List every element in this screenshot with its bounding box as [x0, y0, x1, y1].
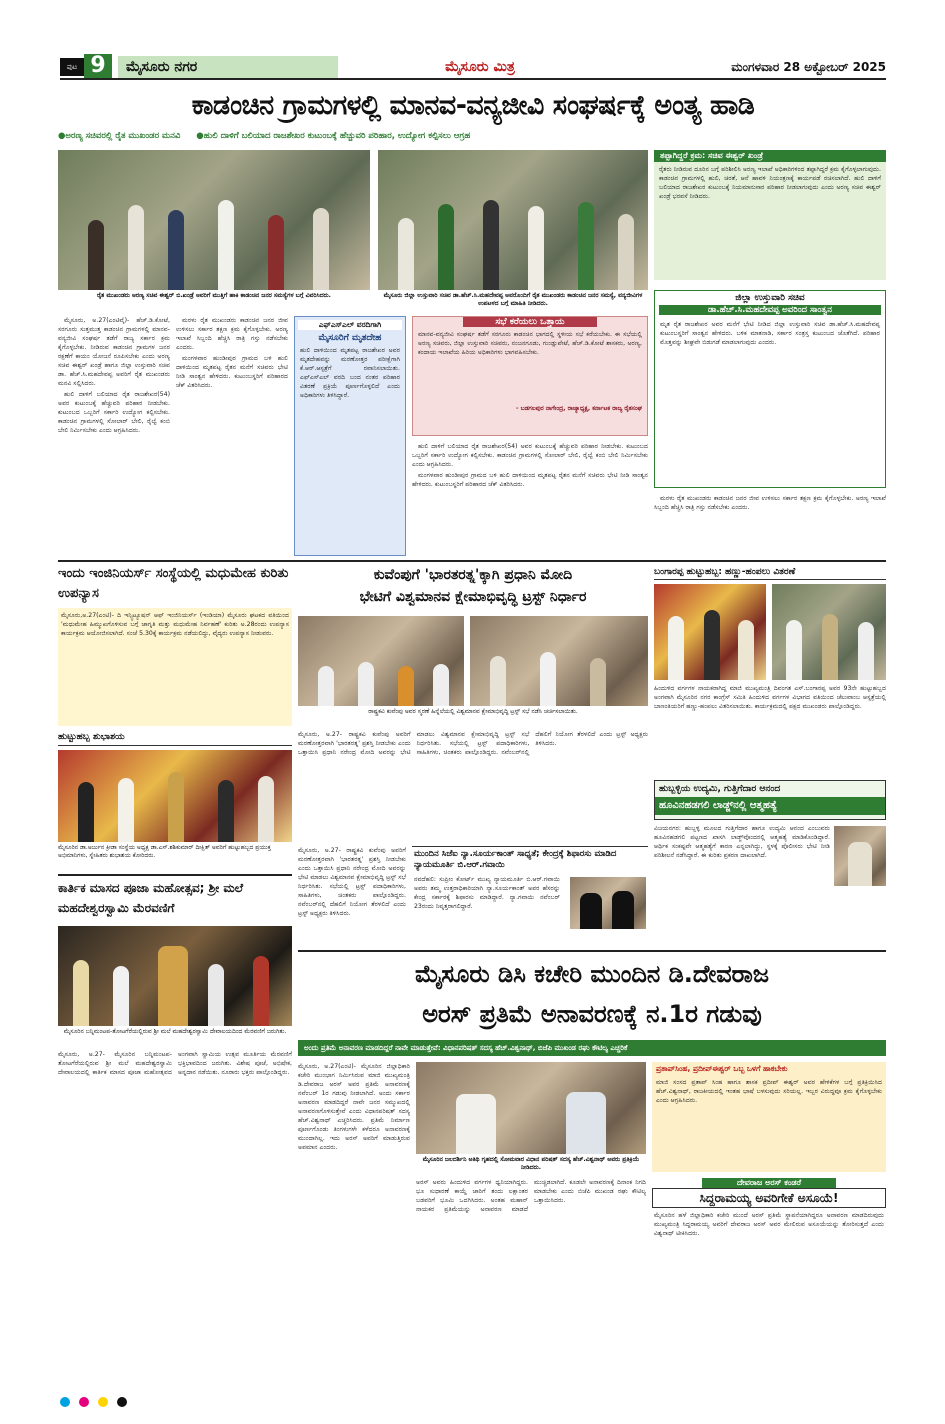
fsl-tag: ಎಫ್‌ಎಸ್‌ಎಲ್ ವರದಿಗಾಗಿ [298, 320, 402, 330]
dc-body-col1: ಮೈಸೂರು, ಅ.27(ಎಂಟಿ)- ಮೈಸೂರಿನ ಜಿಲ್ಲಾಧಿಕಾರಿ ಕಚೇರಿ ಮುಂಭಾಗ ನಿರ್ಮಿಸಿರುವ ಮಾಜಿ ಮುಖ್ಯಮಂತ್ರಿ ಡಿ.ದೇವರಾಜ ಅರಸ್ ಅವರ ಪ್ರತಿಮೆ ಅನಾವರಣಕ್ಕೆ ನವೆಂಬರ್ 1ರ ಗಡುವು ನೀಡಲಾಗಿದೆ. ಅಂದು ಸರ್ಕಾರ ಅನಾವರಣ ಮಾಡದಿದ್ದರೆ ನಾವೇ ಜನರ ಸಮ್ಮುಖದಲ್ಲಿ ಅನಾವರಣಗೊಳಿಸುತ್ತೇವೆ ಎಂದು ವಿಧಾನಪರಿಷತ್ ಸದಸ್ಯ ಹೆಚ್.ವಿಶ್ವನಾಥ್ ಎಚ್ಚರಿಸಿದರು. ಪ್ರತಿಮೆ ನಿರ್ಮಾಣ ಪೂರ್ಣಗೊಂಡು ತಿಂಗಳುಗಳೇ ಕಳೆದರೂ ಅನಾವರಣಕ್ಕೆ ಮುಂದಾಗಿಲ್ಲ. ಇದು ಅರಸ್ ಅವರಿಗೆ ಮಾಡುತ್ತಿರುವ ಅವಮಾನ ಎಂದರು. [298, 1063, 410, 1151]
lead-body-col2 [176, 316, 288, 556]
page-label: ಪುಟ [60, 58, 84, 76]
siddu-body: ಮೈಸೂರಿನ ಹಳೆ ಜಿಲ್ಲಾಧಿಕಾರಿ ಕಚೇರಿ ಮುಂದೆ ಅರಸ್ ಪ್ರತಿಮೆ ಸ್ಥಾಪನೆಯಾಗಿದ್ದರೂ ಅನಾವರಣ ಮಾಡದಿರುವುದು ಮುಖ್ಯಮಂತ್ರಿ ಸಿದ್ದರಾಮಯ್ಯ ಅವರಿಗೆ ದೇವರಾಜ ಅರಸ್ ಅವರ ಮೇಲಿರುವ ಅಸೂಯೆಯನ್ನು ತೋರಿಸುತ್ತದೆ ಎಂದು ವಿಶ್ವನಾಥ್ ಟೀಕಿಸಿದರು. [654, 1212, 884, 1237]
page-number: 9 [84, 54, 112, 78]
masthead [60, 54, 886, 80]
siddu-tag: ದೇವರಾಜ ಅರಸ್ ಕಂಡರೆ [702, 1178, 836, 1188]
lead-paragraph: ಮೈಸೂರು, ಅ.27(ಎಂಟಿವೈ)- ಹೆಚ್.ಡಿ.ಕೋಟೆ, ಸರಗೂರು ಸುತ್ತಮುತ್ತ ಕಾಡಂಚಿನ ಗ್ರಾಮಗಳಲ್ಲಿ ಮಾನವ-ವನ್ಯಜೀವಿ ಸಂಘರ್ಷ ತಡೆಗೆ ರಾಜ್ಯ ಸರ್ಕಾರ ಕ್ರಮ ಕೈಗೊಳ್ಳಬೇಕು. ನೀಡಿರುವ ಕಾಡಂಚಿನ ಗ್ರಾಮಗಳ ಜನರ ರಕ್ಷಣೆಗೆ ಕಾಯಂ ಯೋಜನೆ ರೂಪಿಸಬೇಕು ಎಂದು ಅರಣ್ಯ ಸಚಿವ ಈಶ್ವರ್ ಖಂಡ್ರೆ ಹಾಗೂ ಜಿಲ್ಲಾ ಉಸ್ತುವಾರಿ ಸಚಿವ ಡಾ. ಹೆಚ್.ಸಿ.ಮಹದೇವಪ್ಪ ಅವರಿಗೆ ರೈತ ಮುಖಂಡರು ಮನವಿ ಸಲ್ಲಿಸಿದರು. [58, 317, 170, 387]
pink-tag: ಸಭೆ ಕರೆಯಲು ಒತ್ತಾಯ [463, 317, 597, 327]
hubli-headline-line2: ಹೂವಿನಹಡಗಲಿ ಲಾಡ್ಜ್‌ನಲ್ಲಿ ಆತ್ಮಹತ್ಯೆ [655, 797, 885, 815]
dc-right-headline: ಪ್ರತಾಪ್‌ಸಿಂಹ, ಪ್ರದೀಪ್‌ಈಶ್ವರ್ ಒಬ್ಬ ಒಳಗೆ ಹಾಕಬೇಕು [656, 1064, 788, 1073]
birthday-caption: ಮೈಸೂರಿನ ಡಾ.ಅರ್ಜುನ ಕ್ರೀಡಾ ಸಂಸ್ಥೆಯ ಅಧ್ಯಕ್ಷ ಡಾ.ಎಸ್.ಶಶಿಕುಮಾರ್ ದೀಕ್ಷಿತ್ ಅವರಿಗೆ ಹುಟ್ಟುಹಬ್ಬದ ಪ್ರಯುಕ್ತ ಅಭಿಮಾನಿಗಳು, ಸ್ನೇಹಿತರು ಶುಭಾಶಯ ಕೋರಿದರು. [58, 844, 271, 859]
tapaggidare-box [654, 150, 886, 280]
lead-paragraph: ಮರಳು ರೈತ ಮುಖಂಡರು ಕಾಡಂಚಿನ ಜನರ ಜೀವ ಉಳಿಸಲು ಸರ್ಕಾರ ತಕ್ಷಣ ಕ್ರಮ ಕೈಗೊಳ್ಳಬೇಕು. ಅರಣ್ಯ ಇಲಾಖೆ ಸಿಬ್ಬಂದಿ ಹೆಚ್ಚಿಸಿ ರಾತ್ರಿ ಗಸ್ತು ನಡೆಸಬೇಕು ಎಂದರು. [654, 495, 886, 511]
lead-body-col1 [58, 316, 170, 556]
hubli-headline [654, 780, 886, 820]
color-swatch [60, 1397, 70, 1407]
siddu-headline: ಸಿದ್ದರಾಮಯ್ಯ ಅವರಿಗೇಕೆ ಅಸೂಯೆ! [652, 1188, 886, 1208]
dc-headline-line1: ಮೈಸೂರು ಡಿಸಿ ಕಚೇರಿ ಮುಂದಿನ ಡಿ.ದೇವರಾಜ [415, 960, 769, 988]
color-swatch [79, 1397, 89, 1407]
kartika-body: ಮೈಸೂರು, ಅ.27- ಮೈಸೂರಿನ ಬನ್ನಿಮಂಟಪ-ತೋಟಗೆರೆಯಲ್ಲಿರುವ ಶ್ರೀ ಮಲೆ ಮಹದೇಶ್ವರಸ್ವಾಮಿ ದೇವಾಲಯದಲ್ಲಿ ಕಾರ್ತಿಕ ಮಾಸದ ಪೂಜಾ ಮಹೋತ್ಸವದ ಅಂಗವಾಗಿ ಸ್ವಾಮಿಯ ಉತ್ಸವ ಮೂರ್ತಿಯ ಮೆರವಣಿಗೆ ಭಕ್ತಿಭಾವದಿಂದ ಜರುಗಿತು. ವಿಶೇಷ ಪೂಜೆ, ಅಭಿಷೇಕ, ಅನ್ನದಾನ ನಡೆಯಿತು. ನೂರಾರು ಭಕ್ತರು ಪಾಲ್ಗೊಂಡಿದ್ದರು. [58, 1051, 292, 1076]
lead-strap [58, 128, 888, 144]
dc-right-box [652, 1062, 886, 1172]
dc-body-col2: ಅರಸ್ ಅವರು ಹಿಂದುಳಿದ ವರ್ಗಗಳ ಧ್ವನಿಯಾಗಿದ್ದರು. ಭೂ ಸುಧಾರಣೆ ಕಾಯ್ದೆ ಜಾರಿಗೆ ತಂದು ಲಕ್ಷಾಂತರ ಬಡವರಿಗೆ ಭೂಮಿ ಒದಗಿಸಿದರು. ಅಂತಹ ಮಹಾನ್ ನಾಯಕರ ಪ್ರತಿಮೆಯನ್ನು ಅನಾವರಣ ಮಾಡದೆ ಮುಚ್ಚಿಡಲಾಗಿದೆ. ಕೂಡಲೇ ಅನಾವರಣಕ್ಕೆ ದಿನಾಂಕ ನಿಗದಿ ಮಾಡಬೇಕು ಎಂದು ಬಿಜೆಪಿ ಮುಖಂಡ ರಘು ಕೌಟಿಲ್ಯ ಒತ್ತಾಯಿಸಿದರು. [416, 1179, 646, 1213]
kuvempu-caption: ರಾಷ್ಟ್ರಕವಿ ಕುವೆಂಪು ಅವರ ಸ್ಮರಣೆ ಹಿನ್ನೆಲೆಯಲ್ಲಿ ವಿಶ್ವಮಾನವ ಕ್ಷೇಮಾಭಿವೃದ್ಧಿ ಟ್ರಸ್ಟ್ ಸಭೆ ನಡೆಸಿ ಚರ್ಚಿಸಲಾಯಿತು. [368, 708, 578, 715]
hubli-body: ವಿಜಯನಗರ: ಹುಬ್ಬಳ್ಳಿ ಮೂಲದ ಗುತ್ತಿಗೆದಾರ ಹಾಗೂ ಉದ್ಯಮಿ ಆನಂದ ಎಂಬುವರು ಹೂವಿನಹಡಗಲಿ ಪಟ್ಟಣದ ಖಾಸಗಿ ಲಾಡ್ಜ್‌ವೊಂದರಲ್ಲಿ ಆತ್ಮಹತ್ಯೆ ಮಾಡಿಕೊಂಡಿದ್ದಾರೆ. ಆರ್ಥಿಕ ಸಂಕಷ್ಟವೇ ಆತ್ಮಹತ್ಯೆಗೆ ಕಾರಣ ಎನ್ನಲಾಗಿದ್ದು, ಸ್ಥಳಕ್ಕೆ ಪೊಲೀಸರು ಭೇಟಿ ನೀಡಿ ಪರಿಶೀಲನೆ ನಡೆಸಿದ್ದಾರೆ. ಈ ಕುರಿತು ಪ್ರಕರಣ ದಾಖಲಾಗಿದೆ. [654, 825, 830, 859]
fruit-photo-2 [772, 584, 886, 680]
hubli-photo [834, 826, 886, 886]
lead-headline: ಕಾಡಂಚಿನ ಗ್ರಾಮಗಳಲ್ಲಿ ಮಾನವ-ವನ್ಯಜೀವಿ ಸಂಘರ್ಷಕ್ಕೆ ಅಂತ್ಯ ಹಾಡಿ [191, 90, 755, 121]
tapaggidare-body: ರೈತರು ನೀಡಿರುವ ದೂರಿನ ಬಗ್ಗೆ ಪರಿಶೀಲಿಸಿ ಅರಣ್ಯ ಇಲಾಖೆ ಅಧಿಕಾರಿಗಳಿಂದ ತಪ್ಪಾಗಿದ್ದರೆ ಕ್ರಮ ಕೈಗೊಳ್ಳಲಾಗುವುದು. ಕಾಡಂಚಿನ ಗ್ರಾಮಗಳಲ್ಲಿ ಹುಲಿ, ಚಿರತೆ, ಆನೆ ಹಾವಳಿ ನಿಯಂತ್ರಣಕ್ಕೆ ಕಾರ್ಯಪಡೆ ರಚಿಸಲಾಗಿದೆ. ಹುಲಿ ದಾಳಿಗೆ ಬಲಿಯಾದ ರಾಜಶೇಖರ ಕುಟುಂಬಕ್ಕೆ ನಿಯಮಾನುಸಾರ ಪರಿಹಾರ ನೀಡಲಾಗುವುದು ಎಂದು ಅರಣ್ಯ ಸಚಿವ ಈಶ್ವರ್ ಖಂಡ್ರೆ ಭರವಸೆ ನೀಡಿದರು. [659, 166, 881, 200]
lead-paragraph: ಮಂಗಳವಾರ ಹುಂಡೀಪುರ ಗ್ರಾಮದ ಬಳಿ ಹುಲಿ ದಾಳಿಯಿಂದ ಮೃತಪಟ್ಟ ರೈತನ ಮನೆಗೆ ಸಚಿವರು ಭೇಟಿ ನೀಡಿ ಸಾಂತ್ವನ ಹೇಳಿದರು. ಕುಟುಂಬಸ್ಥರಿಗೆ ಪರಿಹಾರದ ಚೆಕ್ ವಿತರಿಸಿದರು. [412, 472, 648, 488]
minister-body: ಮೃತ ರೈತ ರಾಜಶೇಖರ ಅವರ ಮನೆಗೆ ಭೇಟಿ ನೀಡಿದ ಜಿಲ್ಲಾ ಉಸ್ತುವಾರಿ ಸಚಿವ ಡಾ.ಹೆಚ್.ಸಿ.ಮಹದೇವಪ್ಪ ಕುಟುಂಬಸ್ಥರಿಗೆ ಸಾಂತ್ವನ ಹೇಳಿದರು. ಬಳಿಕ ಮಾತನಾಡಿ, ಸರ್ಕಾರ ಸಂತ್ರಸ್ತ ಕುಟುಂಬದ ಜೊತೆಗಿದೆ. ಪರಿಹಾರ ಮೊತ್ತವನ್ನು ಶೀಘ್ರವೇ ಬಿಡುಗಡೆ ಮಾಡಲಾಗುವುದು ಎಂದರು. [660, 321, 880, 346]
fsl-sub: ಮೈಸೂರಿಗೆ ಮೃತದೇಹ [318, 333, 382, 343]
fsl-box [294, 316, 406, 556]
birthday-photo [58, 750, 292, 842]
dc-headline [298, 954, 886, 1038]
issue-date: ಮಂಗಳವಾರ 28 ಅಕ್ಟೋಬರ್ 2025 [731, 60, 886, 74]
dc-caption: ಮೈಸೂರಿನ ಜಲದರ್ಶಿನಿ ಅತಿಥಿ ಗೃಹದಲ್ಲಿ ಸೋಮವಾರ ವಿಧಾನ ಪರಿಷತ್ ಸದಸ್ಯ ಹೆಚ್.ವಿಶ್ವನಾಥ್ ಅವರು ಪ್ರತಿಕ್ರಿಯೆ ನೀಡಿದರು. [422, 1156, 640, 1171]
lead-paragraph: ಮರಳು ರೈತ ಮುಖಂಡರು ಕಾಡಂಚಿನ ಜನರ ಜೀವ ಉಳಿಸಲು ಸರ್ಕಾರ ತಕ್ಷಣ ಕ್ರಮ ಕೈಗೊಳ್ಳಬೇಕು. ಅರಣ್ಯ ಇಲಾಖೆ ಸಿಬ್ಬಂದಿ ಹೆಚ್ಚಿಸಿ ರಾತ್ರಿ ಗಸ್ತು ನಡೆಸಬೇಕು ಎಂದರು. [176, 317, 288, 351]
lead-paragraph: ಹುಲಿ ದಾಳಿಗೆ ಬಲಿಯಾದ ರೈತ ರಾಜಶೇಖರ(54) ಅವರ ಕುಟುಂಬಕ್ಕೆ ಹೆಚ್ಚುವರಿ ಪರಿಹಾರ ನೀಡಬೇಕು. ಕುಟುಂಬದ ಒಬ್ಬರಿಗೆ ಸರ್ಕಾರಿ ಉದ್ಯೋಗ ಕಲ್ಪಿಸಬೇಕು. ಕಾಡಂಚಿನ ಗ್ರಾಮಗಳಲ್ಲಿ ಸೋಲಾರ್ ಬೇಲಿ, ರೈಲ್ವೆ ಕಂಬಿ ಬೇಲಿ ನಿರ್ಮಿಸಬೇಕು ಎಂದು ಆಗ್ರಹಿಸಿದರು. [58, 391, 170, 434]
birthday-tag: ಹುಟ್ಟುಹಬ್ಬ ಶುಭಾಶಯ [58, 732, 292, 746]
tapaggidare-tag: ತಪ್ಪಾಗಿದ್ದರೆ ಕ್ರಮ: ಸಚಿವ ಈಶ್ವರ್ ಖಂಡ್ರೆ [654, 150, 886, 162]
fruit-headline: ಬಂಗಾರಪ್ಪ ಹುಟ್ಟುಹಬ್ಬ: ಹಣ್ಣು-ಹಂಪಲು ವಿತರಣೆ [654, 564, 886, 580]
siddu-box [652, 1178, 886, 1380]
kartika-photo [58, 926, 292, 1026]
cji-headline: ಮುಂದಿನ ಸಿಜೆಐ ನ್ಯಾ.ಸೂರ್ಯಕಾಂತ್ ಸಾಧ್ಯತೆ; ಕೇಂದ್ರಕ್ಕೆ ಶಿಫಾರಸು ಮಾಡಿದ ನ್ಯಾಯಮೂರ್ತಿ ಬಿ.ಆರ್.ಗವಾಯಿ [414, 849, 617, 870]
kartika-headline: ಕಾರ್ತಿಕ ಮಾಸದ ಪೂಜಾ ಮಹೋತ್ಸವ; ಶ್ರೀ ಮಲೆ ಮಹದೇಶ್ವರಸ್ವಾಮಿ ಮೆರವಣಿಗೆ [58, 881, 244, 915]
engineers-headline: ಇಂದು ಇಂಜಿನಿಯರ್ಸ್ ಸಂಸ್ಥೆಯಲ್ಲಿ ಮಧುಮೇಹ ಕುರಿತು ಉಪನ್ಯಾಸ [58, 566, 289, 601]
lead-body-col4 [412, 442, 648, 556]
color-swatch [117, 1397, 127, 1407]
kartika-caption: ಮೈಸೂರಿನ ಬನ್ನಿಮಂಟಪ-ತೋಟಗೆರೆಯಲ್ಲಿರುವ ಶ್ರೀ ಮಲೆ ಮಹದೇಶ್ವರಸ್ವಾಮಿ ದೇವಾಲಯದಿಂದ ಮೆರವಣಿಗೆ ಜರುಗಿತು. [63, 1028, 287, 1035]
kuvempu-headline [298, 564, 648, 612]
minister-box [654, 290, 886, 488]
pink-body: ಮಾನವ-ವನ್ಯಜೀವಿ ಸಂಘರ್ಷ ತಡೆಗೆ ಸರಗೂರು ಕಾಡಂಚಿನ ಭಾಗದಲ್ಲಿ ಸ್ಥಳೀಯ ಸಭೆ ಕರೆಯಬೇಕು. ಈ ಸಭೆಯಲ್ಲಿ ಅರಣ್ಯ ಸಚಿವರು, ಜಿಲ್ಲಾ ಉಸ್ತುವಾರಿ ಸಚಿವರು, ನಂಜನಗೂಡು, ಗುಂಡ್ಲುಪೇಟೆ, ಹೆಚ್.ಡಿ.ಕೋಟೆ ಶಾಸಕರು, ಅರಣ್ಯ, ಕಂದಾಯ ಇಲಾಖೆಯ ಹಿರಿಯ ಅಧಿಕಾರಿಗಳು ಭಾಗವಹಿಸಬೇಕು. [418, 331, 642, 356]
dc-headline-line2: ಅರಸ್ ಪ್ರತಿಮೆ ಅನಾವರಣಕ್ಕೆ ನ.1ರ ಗಡುವು [422, 1000, 762, 1028]
dc-photo [416, 1062, 646, 1154]
lead-paragraph: ಮಂಗಳವಾರ ಹುಂಡೀಪುರ ಗ್ರಾಮದ ಬಳಿ ಹುಲಿ ದಾಳಿಯಿಂದ ಮೃತಪಟ್ಟ ರೈತನ ಮನೆಗೆ ಸಚಿವರು ಭೇಟಿ ನೀಡಿ ಸಾಂತ್ವನ ಹೇಳಿದರು. ಕುಟುಂಬಸ್ಥರಿಗೆ ಪರಿಹಾರದ ಚೆಕ್ ವಿತರಿಸಿದರು. [176, 355, 288, 389]
lead-strap-left: ●ಅರಣ್ಯ ಸಚಿವರಲ್ಲಿ ರೈತ ಮುಖಂಡರ ಮನವಿ [58, 131, 181, 141]
kuvempu-headline-line2: ಭೇಟಿಗೆ ವಿಶ್ವಮಾನವ ಕ್ಷೇಮಾಭಿವೃದ್ಧಿ ಟ್ರಸ್ಟ್ ನಿರ್ಧಾರ [359, 589, 587, 605]
lead-paragraph: ಹುಲಿ ದಾಳಿಗೆ ಬಲಿಯಾದ ರೈತ ರಾಜಶೇಖರ(54) ಅವರ ಕುಟುಂಬಕ್ಕೆ ಹೆಚ್ಚುವರಿ ಪರಿಹಾರ ನೀಡಬೇಕು. ಕುಟುಂಬದ ಒಬ್ಬರಿಗೆ ಸರ್ಕಾರಿ ಉದ್ಯೋಗ ಕಲ್ಪಿಸಬೇಕು. ಕಾಡಂಚಿನ ಗ್ರಾಮಗಳಲ್ಲಿ ಸೋಲಾರ್ ಬೇಲಿ, ರೈಲ್ವೆ ಕಂಬಿ ಬೇಲಿ ನಿರ್ಮಿಸಬೇಕು ಎಂದು ಆಗ್ರಹಿಸಿದರು. [412, 443, 648, 468]
cji-box [412, 846, 648, 946]
lead-photo-1-caption: ರೈತ ಮುಖಂಡರು ಅರಣ್ಯ ಸಚಿವ ಈಶ್ವರ್ ಬಿ.ಖಂಡ್ರೆ ಅವರಿಗೆ ಮುತ್ತಿಗೆ ಹಾಕಿ ಕಾಡಂಚಿನ ಜನರ ಸಮಸ್ಯೆಗಳ ಬಗ್ಗೆ ವಿವರಿಸಿದರು. [97, 292, 331, 299]
cji-body: ನವದೆಹಲಿ: ಸುಪ್ರೀಂ ಕೋರ್ಟ್ ಮುಖ್ಯ ನ್ಯಾಯಮೂರ್ತಿ ಬಿ.ಆರ್.ಗವಾಯಿ ಅವರು ತಮ್ಮ ಉತ್ತರಾಧಿಕಾರಿಯಾಗಿ ನ್ಯಾ.ಸೂರ್ಯಕಾಂತ್ ಅವರ ಹೆಸರನ್ನು ಕೇಂದ್ರ ಸರ್ಕಾರಕ್ಕೆ ಶಿಫಾರಸು ಮಾಡಿದ್ದಾರೆ. ನ್ಯಾ.ಗವಾಯಿ ನವೆಂಬರ್ 23ರಂದು ನಿವೃತ್ತರಾಗಲಿದ್ದಾರೆ. [414, 876, 560, 910]
dc-strap: ಅಂದು ಪ್ರತಿಮೆ ಅನಾವರಣ ಮಾಡದಿದ್ದರೆ ನಾವೇ ಮಾಡುತ್ತೇವೆ: ವಿಧಾನಪರಿಷತ್ ಸದಸ್ಯ ಹೆಚ್.ವಿಶ್ವನಾಥ್, ಬಿಜೆಪಿ ಮುಖಂಡ ರಘು ಕೌಟಿಲ್ಯ ಎಚ್ಚರಿಕೆ [298, 1040, 886, 1056]
kuvempu-body-cont: ಮೈಸೂರು, ಅ.27- ರಾಷ್ಟ್ರಕವಿ ಕುವೆಂಪು ಅವರಿಗೆ ಮರಣೋತ್ತರವಾಗಿ 'ಭಾರತರತ್ನ' ಪ್ರಶಸ್ತಿ ನೀಡಬೇಕು ಎಂದು ಒತ್ತಾಯಿಸಿ ಪ್ರಧಾನಿ ನರೇಂದ್ರ ಮೋದಿ ಅವರನ್ನು ಭೇಟಿ ಮಾಡಲು ವಿಶ್ವಮಾನವ ಕ್ಷೇಮಾಭಿವೃದ್ಧಿ ಟ್ರಸ್ಟ್ ಸಭೆ ನಿರ್ಧರಿಸಿತು. ಸಭೆಯಲ್ಲಿ ಟ್ರಸ್ಟ್ ಪದಾಧಿಕಾರಿಗಳು, ಸಾಹಿತಿಗಳು, ಚಿಂತಕರು ಪಾಲ್ಗೊಂಡಿದ್ದರು. ನವೆಂಬರ್‌ನಲ್ಲಿ ದೆಹಲಿಗೆ ನಿಯೋಗ ತೆರಳಲಿದೆ ಎಂದು ಟ್ರಸ್ಟ್ ಅಧ್ಯಕ್ಷರು ತಿಳಿಸಿದರು. [298, 847, 406, 917]
fruit-body: ಹಿಂದುಳಿದ ವರ್ಗಗಳ ನಾಯಕರಾಗಿದ್ದ ಮಾಜಿ ಮುಖ್ಯಮಂತ್ರಿ ದಿವಂಗತ ಎಸ್.ಬಂಗಾರಪ್ಪ ಅವರ 93ನೇ ಹುಟ್ಟುಹಬ್ಬದ ಅಂಗವಾಗಿ ಮೈಸೂರಿನ ನಗರ ಕಾಂಗ್ರೆಸ್ ಸಮಿತಿ ಹಿಂದುಳಿದ ವರ್ಗಗಳ ವಿಭಾಗದ ವತಿಯಿಂದ ಚೆಲುವಾಂಬ ಆಸ್ಪತ್ರೆಯಲ್ಲಿ ಬಾಣಂತಿಯರಿಗೆ ಹಣ್ಣು-ಹಂಪಲು ವಿತರಿಸಲಾಯಿತು. ಕಾರ್ಯಕ್ರಮದಲ್ಲಿ ಪಕ್ಷದ ಮುಖಂಡರು ಪಾಲ್ಗೊಂಡಿದ್ದರು. [654, 685, 886, 710]
hubli-headline-line1: ಹುಬ್ಬಳ್ಳಿಯ ಉದ್ಯಮಿ, ಗುತ್ತಿಗೆದಾರ ಆನಂದ [659, 784, 781, 794]
pink-sign: - ಬಡಗಲಪುರ ನಾಗೇಂದ್ರ, ರಾಜ್ಯಾಧ್ಯಕ್ಷ, ಕರ್ನಾಟಕ ರಾಜ್ಯ ರೈತಸಂಘ [516, 405, 642, 412]
fruit-photo-1 [654, 584, 766, 680]
cji-photo [570, 877, 646, 929]
fsl-body: ಹುಲಿ ದಾಳಿಯಿಂದ ಮೃತಪಟ್ಟ ರಾಜಶೇಖರ ಅವರ ಮೃತದೇಹವನ್ನು ಮರಣೋತ್ತರ ಪರೀಕ್ಷೆಗಾಗಿ ಕೆ.ಆರ್.ಆಸ್ಪತ್ರೆಗೆ ರವಾನಿಸಲಾಯಿತು. ಎಫ್‌ಎಸ್‌ಎಲ್ ವರದಿ ಬಂದ ನಂತರ ಪರಿಹಾರ ವಿತರಣೆ ಪ್ರಕ್ರಿಯೆ ಪೂರ್ಣಗೊಳ್ಳಲಿದೆ ಎಂದು ಅಧಿಕಾರಿಗಳು ತಿಳಿಸಿದ್ದಾರೆ. [300, 347, 400, 399]
minister-tag: ಜಿಲ್ಲಾ ಉಸ್ತುವಾರಿ ಸಚಿವ [735, 293, 805, 303]
lead-photo-1 [58, 150, 370, 290]
kuvempu-body: ಮೈಸೂರು, ಅ.27- ರಾಷ್ಟ್ರಕವಿ ಕುವೆಂಪು ಅವರಿಗೆ ಮರಣೋತ್ತರವಾಗಿ 'ಭಾರತರತ್ನ' ಪ್ರಶಸ್ತಿ ನೀಡಬೇಕು ಎಂದು ಒತ್ತಾಯಿಸಿ ಪ್ರಧಾನಿ ನರೇಂದ್ರ ಮೋದಿ ಅವರನ್ನು ಭೇಟಿ ಮಾಡಲು ವಿಶ್ವಮಾನವ ಕ್ಷೇಮಾಭಿವೃದ್ಧಿ ಟ್ರಸ್ಟ್ ಸಭೆ ನಿರ್ಧರಿಸಿತು. ಸಭೆಯಲ್ಲಿ ಟ್ರಸ್ಟ್ ಪದಾಧಿಕಾರಿಗಳು, ಸಾಹಿತಿಗಳು, ಚಿಂತಕರು ಪಾಲ್ಗೊಂಡಿದ್ದರು. ನವೆಂಬರ್‌ನಲ್ಲಿ ದೆಹಲಿಗೆ ನಿಯೋಗ ತೆರಳಲಿದೆ ಎಂದು ಟ್ರಸ್ಟ್ ಅಧ್ಯಕ್ಷರು ತಿಳಿಸಿದರು. [298, 731, 648, 756]
section-title: ಮೈಸೂರು ನಗರ [118, 56, 338, 78]
minister-sub: ಡಾ.ಹೆಚ್.ಸಿ.ಮಹದೇವಪ್ಪ ಅವರಿಂದ ಸಾಂತ್ವನ [659, 305, 881, 315]
lead-photo-2-caption: ಮೈಸೂರು ಜಿಲ್ಲಾ ಉಸ್ತುವಾರಿ ಸಚಿವ ಡಾ.ಹೆಚ್.ಸಿ.ಮಹದೇವಪ್ಪ ಅವರೊಂದಿಗೆ ರೈತ ಮುಖಂಡರು ಕಾಡಂಚಿನ ಜನರ ಸಮಸ್ಯೆ, ವನ್ಯಜೀವಿಗಳ ಉಪಟಳದ ಬಗ್ಗೆ ಮಾಹಿತಿ ನೀಡಿದರು. [383, 292, 643, 307]
lead-photo-2 [378, 150, 648, 290]
kuvempu-headline-line1: ಕುವೆಂಪುಗೆ 'ಭಾರತರತ್ನ'ಕ್ಕಾಗಿ ಪ್ರಧಾನಿ ಮೋದಿ [373, 567, 573, 583]
kuvempu-photo-2 [470, 616, 648, 706]
registration-marks [60, 1392, 886, 1404]
kuvempu-photo-1 [298, 616, 464, 706]
dc-right-body: ಮಾಜಿ ಸಂಸದ ಪ್ರತಾಪ್ ಸಿಂಹ ಹಾಗೂ ಶಾಸಕ ಪ್ರದೀಪ್ ಈಶ್ವರ್ ಅವರ ಹೇಳಿಕೆಗಳ ಬಗ್ಗೆ ಪ್ರತಿಕ್ರಿಯಿಸಿದ ಹೆಚ್.ವಿಶ್ವನಾಥ್, ರಾಜಕೀಯದಲ್ಲಿ ಇಂತಹ ಭಾಷೆ ಬಳಸುವುದು ಸರಿಯಲ್ಲ. ಇಬ್ಬರ ವಿರುದ್ಧವೂ ಕ್ರಮ ಕೈಗೊಳ್ಳಬೇಕು ಎಂದು ಆಗ್ರಹಿಸಿದರು. [656, 1079, 882, 1104]
lead-strap-right: ●ಹುಲಿ ದಾಳಿಗೆ ಬಲಿಯಾದ ರಾಜಶೇಖರ ಕುಟುಂಬಕ್ಕೆ ಹೆಚ್ಚುವರಿ ಪರಿಹಾರ, ಉದ್ಯೋಗ ಕಲ್ಪಿಸಲು ಆಗ್ರಹ [196, 131, 471, 141]
engineers-body: ಮೈಸೂರು,ಅ.27(ಎಂಟಿ)- ದಿ ಇನ್ಸ್ಟಿಟ್ಯೂಷನ್ ಆಫ್ ಇಂಜಿನಿಯರ್ಸ್ (ಇಂಡಿಯಾ) ಮೈಸೂರು ಘಟಕದ ವತಿಯಿಂದ 'ಮಧುಮೇಹ ಹಿಮ್ಮುಖಗೊಳಿಸುವ ಬಗ್ಗೆ ಜಾಗೃತಿ ಮತ್ತು ಮಧುಮೇಹ ನಿರ್ವಹಣೆ' ಕುರಿತು ಅ.28ರಂದು ಉಪನ್ಯಾಸ ಕಾರ್ಯಕ್ರಮ ಆಯೋಜಿಸಲಾಗಿದೆ. ಸಂಜೆ 5.30ಕ್ಕೆ ಕಾರ್ಯಕ್ರಮ ನಡೆಯಲಿದ್ದು, ವೈದ್ಯರು ಉಪನ್ಯಾಸ ನೀಡುವರು. [58, 608, 292, 726]
color-swatch [98, 1397, 108, 1407]
pink-box [412, 316, 648, 436]
paper-name: ಮೈಸೂರು ಮಿತ್ರ [445, 59, 515, 75]
lead-body-col5 [654, 494, 886, 556]
